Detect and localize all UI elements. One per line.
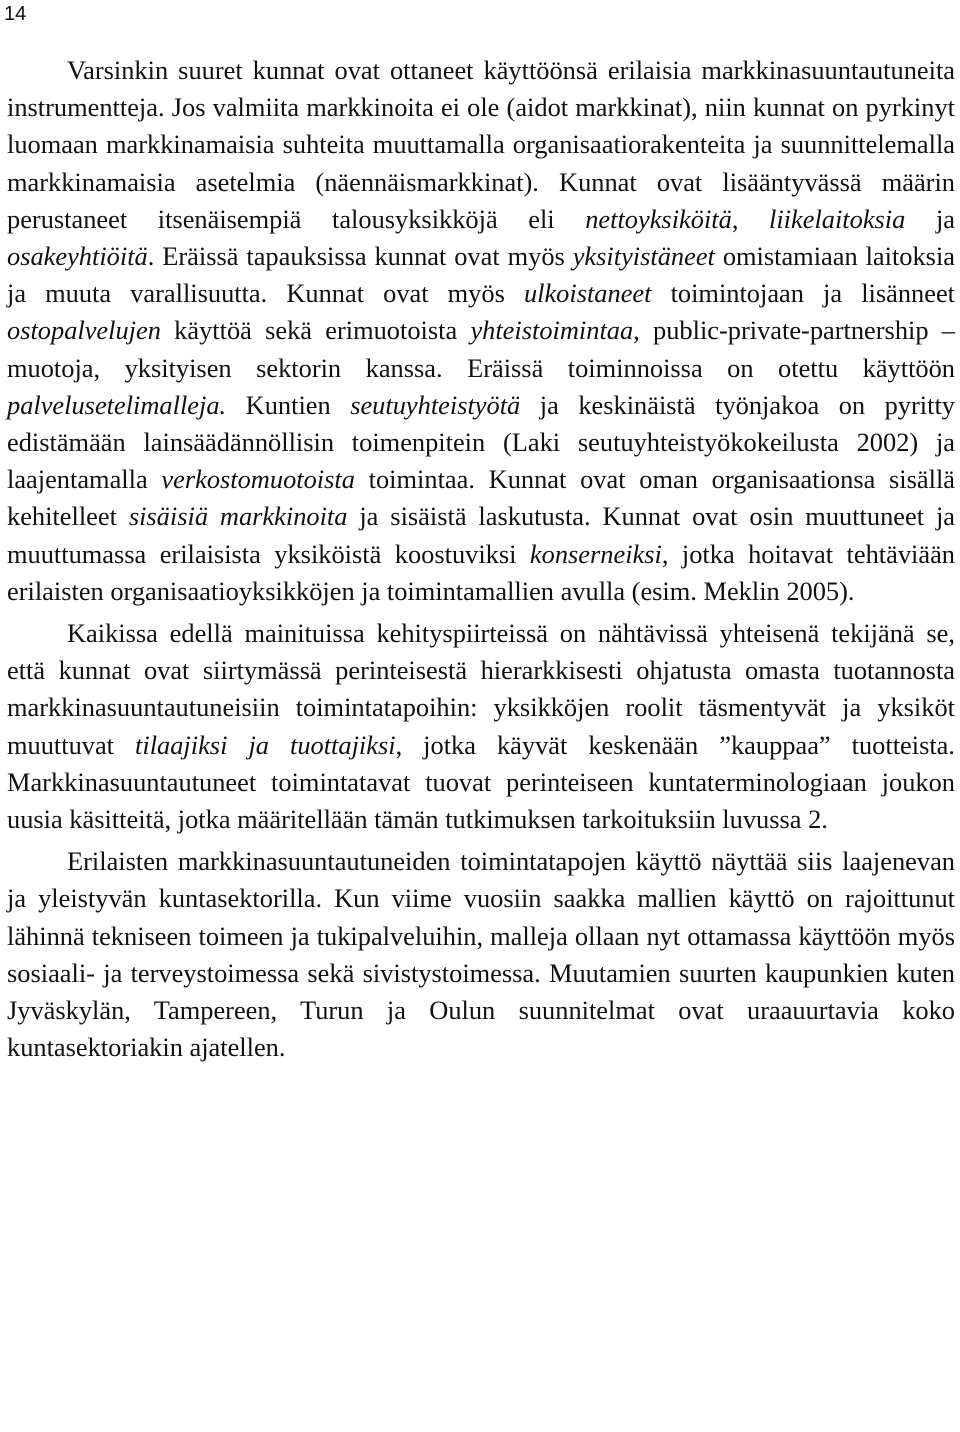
italic-term: ulkoistaneet <box>523 278 652 309</box>
italic-term: osakeyhtiöitä <box>7 241 148 272</box>
italic-term: yksityistäneet <box>572 241 715 272</box>
italic-term: ostopalvelujen <box>7 315 161 346</box>
text-run: Kaikissa edellä mainituissa kehityspiirteissä on nähtävissä yhteisenä tekijänä se, että kunnat ovat siirtymässä perinteisestä hierarkkisesti ohjatusta omasta tuotannosta markkinasuuntautuneisiin toimintatapoihin: yksikköjen roolit täsmentyvät ja yksiköt muuttuvat <box>7 618 955 760</box>
text-run: , jotka hoitavat tehtäviään erilaisten organisaatioyksikköjen ja toimintamallien avulla (esim. Meklin 2005). <box>7 538 955 606</box>
paragraph-2 <box>7 615 955 838</box>
italic-term: palvelusetelimalleja. <box>7 389 227 420</box>
italic-term: liikelaitoksia <box>769 203 906 234</box>
italic-term: tilaajiksi ja tuottajiksi <box>135 729 396 760</box>
body-text <box>7 52 955 1066</box>
text-run: ja keskinäistä työnjakoa on pyritty edistämään lainsäädännöllisin toimenpitein (Laki seutuyhteistyökokeilusta 2002) ja laajentamalla <box>7 389 955 495</box>
text-run: ja sisäistä laskutusta. Kunnat ovat osin muuttuneet ja muuttumassa erilaisista yksiköistä koostuviksi <box>7 501 955 569</box>
text-run: , jotka käyvät keskenään ”kauppaa” tuotteista. Markkinasuuntautuneet toimintatavat tuovat perinteiseen kuntaterminologiaan joukon uusia käsitteitä, jotka määritellään tämän tutkimuksen tarkoituksiin luvussa 2. <box>7 729 955 835</box>
text-run: Kuntien <box>226 389 351 420</box>
italic-term: sisäisiä markkinoita <box>128 501 348 532</box>
text-run: public-private-partnership –muotoja, yksityisen sektorin kanssa. Eräissä toiminnoissa on otettu käyttöön <box>7 315 955 383</box>
text-run: , <box>731 203 770 234</box>
italic-term: seutuyhteistyötä <box>350 389 521 420</box>
text-run: toimintojaan ja lisänneet <box>651 278 955 309</box>
text-run: omistamiaan laitoksia ja muuta varallisuutta. Kunnat ovat myös <box>7 241 956 309</box>
paragraph-3 <box>7 843 955 1066</box>
text-run: käyttöä sekä erimuotoista <box>160 315 471 346</box>
text-run: Varsinkin suuret kunnat ovat ottaneet käyttöönsä erilaisia markkinasuuntautuneita instrumentteja. Jos valmiita markkinoita ei ole (aidot markkinat), niin kunnat on pyrkinyt luomaan markkinamaisia suhteita muuttamalla organisaatiorakenteita ja suunnittelemalla markkinamaisia asetelmia (näennäismarkkinat). Kunnat ovat lisääntyvässä määrin perustaneet itsenäisempiä talousyksikköjä eli <box>7 55 955 234</box>
page-number: 14 <box>4 3 27 25</box>
italic-term: verkostomuotoista <box>161 464 355 495</box>
italic-term: yhteistoimintaa, <box>470 315 640 346</box>
paragraph-1 <box>7 52 955 610</box>
italic-term: nettoyksiköitä <box>585 203 732 234</box>
text-run: ja <box>905 203 955 234</box>
italic-term: konserneiksi <box>529 538 662 569</box>
text-run: Erilaisten markkinasuuntautuneiden toimintatapojen käyttö näyttää siis laajenevan ja yleistyvän kuntasektorilla. Kun viime vuosiin saakka mallien käyttö on rajoittunut lähinnä tekniseen toimeen ja tukipalveluihin, malleja ollaan nyt ottamassa käyttöön myös sosiaali- ja terveystoimessa sekä sivistystoimessa. Muutamien suurten kaupunkien kuten Jyväskylän, Tampereen, Turun ja Oulun suunnitelmat ovat uraauurtavia koko kuntasektoriakin ajatellen. <box>7 846 955 1063</box>
text-run: . Eräissä tapauksissa kunnat ovat myös <box>147 241 573 272</box>
text-run: toimintaa. Kunnat ovat oman organisaationsa sisällä kehitelleet <box>7 464 955 532</box>
